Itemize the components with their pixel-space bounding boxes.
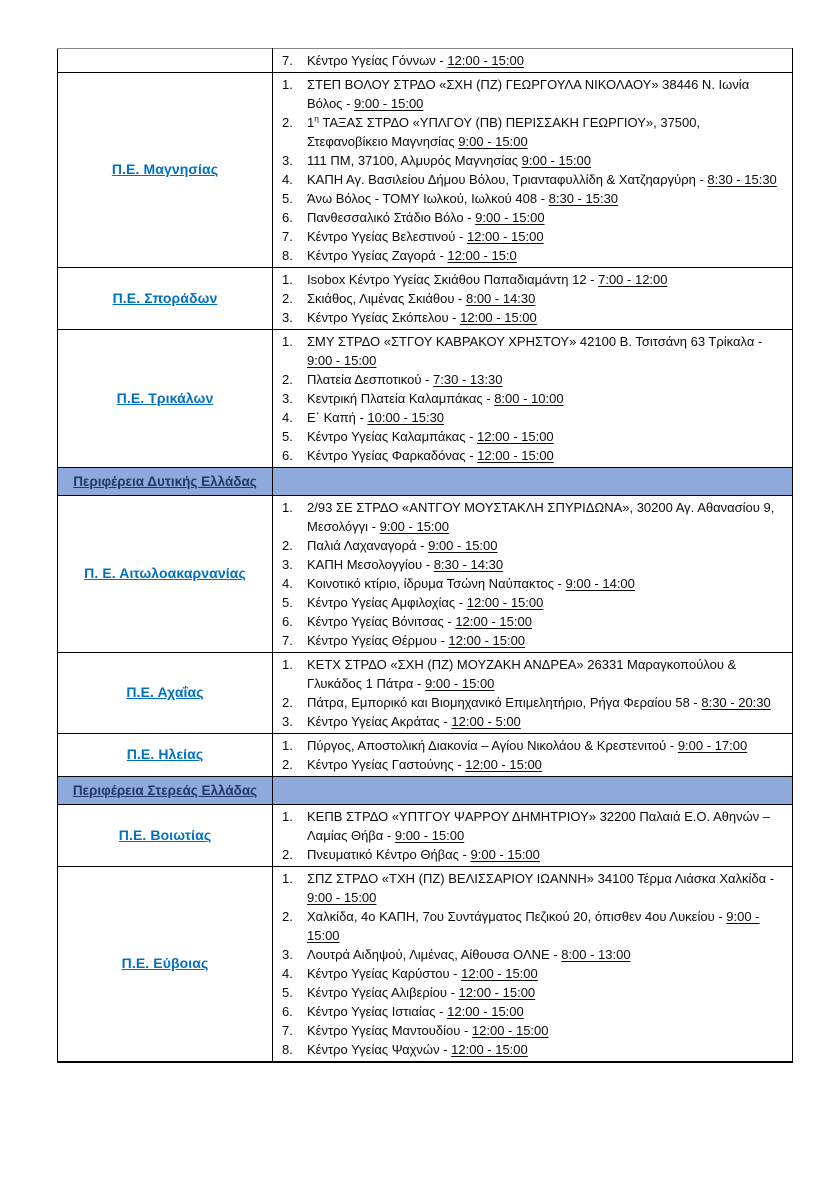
hours-range: 9:00 - 15:00 (470, 847, 540, 862)
hours-range: 8:30 - 15:30 (707, 172, 777, 187)
location-list-item (280, 712, 786, 731)
hours-range: 12:00 - 5:00 (451, 714, 521, 729)
locations-cell (273, 734, 793, 777)
superscript-text: η (314, 113, 319, 124)
list-item-number: 1. (282, 272, 293, 287)
list-item-text (307, 655, 786, 693)
region-link[interactable]: Π.Ε. Ηλείας (126, 746, 204, 762)
location-list-item (280, 655, 786, 693)
region-row (58, 49, 793, 73)
hours-range: 9:00 - 14:00 (565, 576, 635, 591)
list-item-text (307, 1002, 786, 1021)
location-list-item (280, 446, 786, 465)
list-item-text (307, 907, 786, 945)
list-item-number: 3. (282, 310, 293, 325)
locations-cell (273, 330, 793, 468)
list-item-text (307, 270, 786, 289)
location-list-item (280, 983, 786, 1002)
list-item-text (307, 555, 786, 574)
list-item-number: 7. (282, 53, 293, 68)
hours-range: 8:30 - 15:30 (548, 191, 619, 206)
region-row (58, 73, 793, 268)
section-band-spacer (273, 468, 793, 496)
location-list-item (280, 555, 786, 574)
list-item-text (307, 612, 786, 631)
region-cell (58, 496, 273, 653)
location-text: ΚΑΠΗ Αγ. Βασιλείου Δήμου Βόλου, Τριανταφυλλίδη & Χατζηαργύρη - (307, 172, 708, 187)
location-text: ΣΜΥ ΣΤΡΔΟ «ΣΤΓΟΥ ΚΑΒΡΑΚΟΥ ΧΡΗΣΤΟΥ» 42100 Β. Τσιτσάνη 63 Τρίκαλα - (307, 334, 763, 349)
list-item-number: 2. (282, 847, 293, 862)
list-item-number: 1. (282, 77, 293, 92)
list-item-text (307, 370, 786, 389)
section-band-row (58, 468, 793, 496)
list-item-text (307, 170, 786, 189)
location-text: Πάτρα, Εμπορικό και Βιομηχανικό Επιμελητήριο, Ρήγα Φεραίου 58 - (307, 695, 702, 710)
hours-range: 9:00 - 15:00 (379, 519, 449, 534)
locations-cell (273, 867, 793, 1063)
hours-range: 9:00 - 15:00 (475, 210, 545, 225)
schedule-table (57, 48, 793, 1063)
list-item-text (307, 289, 786, 308)
list-item-number: 6. (282, 448, 293, 463)
location-list-item (280, 755, 786, 774)
location-text: Κέντρο Υγείας Αμφιλοχίας - (307, 595, 467, 610)
hours-range: 7:00 - 12:00 (598, 272, 668, 287)
list-item-text (307, 574, 786, 593)
list-item-text (307, 693, 786, 712)
schedule-table-body (58, 49, 793, 1063)
location-list-item (280, 332, 786, 370)
location-text: Λουτρά Αιδηψού, Λιμένας, Αίθουσα ΟΛΝΕ - (307, 947, 562, 962)
region-link[interactable]: Π.Ε. Σποράδων (112, 289, 218, 306)
hours-range: 8:30 - 20:30 (701, 695, 771, 710)
location-text: Χαλκίδα, 4ο ΚΑΠΗ, 7ου Συντάγματος Πεζικού 20, όπισθεν 4ου Λυκείου - (307, 909, 727, 924)
list-item-text (307, 113, 786, 151)
location-list-item (280, 389, 786, 408)
location-list-item (280, 208, 786, 227)
list-item-number: 8. (282, 248, 293, 263)
hours-range: 12:00 - 15:00 (465, 757, 542, 772)
list-item-text (307, 246, 786, 265)
location-text: Κέντρο Υγείας Ιστιαίας - (307, 1004, 448, 1019)
region-link[interactable]: Π.Ε. Τρικάλων (116, 389, 214, 406)
location-text: ΚΑΠΗ Μεσολογγίου - (307, 557, 434, 572)
list-item-number: 1. (282, 871, 293, 886)
region-cell (58, 867, 273, 1063)
location-text: Κέντρο Υγείας Γόννων - (307, 53, 448, 68)
locations-cell (273, 268, 793, 330)
hours-range: 8:30 - 14:30 (433, 557, 504, 572)
list-item-number: 2. (282, 538, 293, 553)
region-row (58, 867, 793, 1063)
list-item-number: 2. (282, 372, 293, 387)
location-list-item (280, 170, 786, 189)
list-item-number: 5. (282, 985, 293, 1000)
location-text: Κεντρική Πλατεία Καλαμπάκας - (307, 391, 495, 406)
list-item-text (307, 964, 786, 983)
list-item-text (307, 755, 786, 774)
location-text: 2/93 ΣΕ ΣΤΡΔΟ «ΑΝΤΓΟΥ ΜΟΥΣΤΑΚΛΗ ΣΠΥΡΙΔΩΝΑ», 30200 Αγ. Αθανασίου 9, Μεσολόγγι - (307, 500, 775, 534)
location-text: ΣΤΕΠ ΒΟΛΟΥ ΣΤΡΔΟ «ΣΧΗ (ΠΖ) ΓΕΩΡΓΟΥΛΑ ΝΙΚΟΛΑΟΥ» 38446 Ν. Ιωνία Βόλος - (307, 77, 750, 111)
hours-range: 12:00 - 15:0 (447, 248, 517, 263)
hours-range: 9:00 - 15:00 (425, 676, 495, 691)
location-list-item (280, 408, 786, 427)
list-item-number: 2. (282, 291, 293, 306)
region-cell (58, 49, 273, 73)
hours-range: 9:00 - 17:00 (677, 738, 748, 753)
hours-range: 8:00 - 10:00 (494, 391, 564, 406)
list-item-number: 2. (282, 695, 293, 710)
region-cell (58, 330, 273, 468)
location-text: Isobox Κέντρο Υγείας Σκιάθου Παπαδιαμάντη 12 - (307, 272, 599, 287)
location-text: Πύργος, Αποστολική Διακονία – Αγίου Νικολάου & Κρεστενιτού - (307, 738, 678, 753)
locations-cell (273, 653, 793, 734)
list-item-text (307, 736, 786, 755)
hours-range: 12:00 - 15:00 (448, 633, 526, 648)
region-link[interactable]: Π.Ε. Εύβοιας (121, 955, 209, 971)
list-item-text (307, 498, 786, 536)
list-item-text (307, 869, 786, 907)
location-text: Ε΄ Καπή - (307, 410, 368, 425)
list-item-number: 3. (282, 391, 293, 406)
location-text: Κέντρο Υγείας Θέρμου - (307, 633, 449, 648)
location-list-item (280, 536, 786, 555)
list-item-text (307, 631, 786, 650)
location-text: Κέντρο Υγείας Φαρκαδόνας - (307, 448, 478, 463)
location-text: Κέντρο Υγείας Ψαχνών - (307, 1042, 452, 1057)
location-text: Πνευματικό Κέντρο Θήβας - (307, 847, 471, 862)
location-text: 1 (307, 115, 315, 130)
region-cell (58, 73, 273, 268)
list-item-text (307, 308, 786, 327)
location-list-item (280, 807, 786, 845)
hours-range: 8:00 - 13:00 (561, 947, 631, 962)
list-item-number: 1. (282, 334, 293, 349)
list-item-number: 2. (282, 909, 293, 924)
region-cell (58, 653, 273, 734)
section-band-label: Περιφέρεια Δυτικής Ελλάδας (58, 468, 273, 496)
hours-range: 7:30 - 13:30 (433, 372, 503, 387)
list-item-text (307, 807, 786, 845)
region-link[interactable]: Π.Ε. Βοιωτίας (118, 826, 212, 843)
location-text: Κέντρο Υγείας Βόνιτσας - (307, 614, 456, 629)
hours-range: 12:00 - 15:00 (477, 448, 554, 463)
list-item-number: 6. (282, 210, 293, 225)
list-item-text (307, 227, 786, 246)
list-item-number: 4. (282, 410, 293, 425)
location-list-item (280, 964, 786, 983)
list-item-number: 3. (282, 557, 293, 572)
list-item-text (307, 593, 786, 612)
list-item-text (307, 208, 786, 227)
list-item-number: 6. (282, 614, 293, 629)
list-item-number: 3. (282, 153, 293, 168)
hours-range: 12:00 - 15:00 (461, 966, 538, 981)
location-list-item (280, 427, 786, 446)
location-list-item (280, 498, 786, 536)
location-list-item (280, 693, 786, 712)
section-band-spacer (273, 777, 793, 805)
location-list-item (280, 1021, 786, 1040)
location-list-item (280, 75, 786, 113)
list-item-number: 4. (282, 576, 293, 591)
list-item-text (307, 51, 786, 70)
location-text: ΚΕΤΧ ΣΤΡΔΟ «ΣΧΗ (ΠΖ) ΜΟΥΖΑΚΗ ΑΝΔΡΕΑ» 26331 Μαραγκοπούλου & Γλυκάδος 1 Πάτρα - (307, 657, 737, 691)
location-text: Κέντρο Υγείας Σκόπελου - (307, 310, 461, 325)
region-row (58, 496, 793, 653)
list-item-number: 5. (282, 595, 293, 610)
location-list-item (280, 113, 786, 151)
list-item-text (307, 151, 786, 170)
location-text: Κέντρο Υγείας Γαστούνης - (307, 757, 466, 772)
location-text: Άνω Βόλος - ΤΟΜΥ Ιωλκού, Ιωλκού 408 - (307, 191, 549, 206)
list-item-text (307, 427, 786, 446)
list-item-number: 3. (282, 947, 293, 962)
location-list-item (280, 289, 786, 308)
list-item-number: 5. (282, 191, 293, 206)
list-item-number: 1. (282, 809, 293, 824)
list-item-text (307, 446, 786, 465)
location-text: ΚΕΠΒ ΣΤΡΔΟ «ΥΠΤΓΟΥ ΨΑΡΡΟΥ ΔΗΜΗΤΡΙΟΥ» 32200 Παλαιά Ε.Ο. Αθηνών – Λαμίας Θήβα - (307, 809, 771, 843)
location-text: Κέντρο Υγείας Καρύστου - (307, 966, 462, 981)
hours-range: 12:00 - 15:00 (471, 1023, 549, 1038)
hours-range: 9:00 - 15:00 (458, 134, 528, 149)
location-text: Κέντρο Υγείας Βελεστινού - (307, 229, 467, 244)
location-list-item (280, 189, 786, 208)
list-item-number: 4. (282, 966, 293, 981)
location-list-item (280, 370, 786, 389)
list-item-text (307, 189, 786, 208)
location-text: ΤΑΞΑΣ ΣΤΡΔΟ «ΥΠΛΓΟΥ (ΠΒ) ΠΕΡΙΣΣΑΚΗ ΓΕΩΡΓΙΟΥ», 37500, Στεφανοβίκειο Μαγνησίας (307, 115, 701, 149)
location-list-item (280, 246, 786, 265)
list-item-text (307, 845, 786, 864)
list-item-text (307, 389, 786, 408)
region-cell (58, 268, 273, 330)
list-item-number: 7. (282, 1023, 293, 1038)
hours-range: 9:00 - 15:00 (307, 890, 377, 905)
location-text: ΣΠΖ ΣΤΡΔΟ «ΤΧΗ (ΠΖ) ΒΕΛΙΣΣΑΡΙΟΥ ΙΩΑΝΝΗ» 34100 Τέρμα Λιάσκα Χαλκίδα - (307, 871, 775, 886)
location-list-item (280, 1002, 786, 1021)
location-list-item (280, 51, 786, 70)
section-band-row (58, 777, 793, 805)
list-item-number: 7. (282, 633, 293, 648)
location-list-item (280, 845, 786, 864)
hours-range: 9:00 - 15:00 (354, 96, 424, 111)
location-list-item (280, 1040, 786, 1059)
location-text: Κέντρο Υγείας Καλαμπάκας - (307, 429, 478, 444)
list-item-number: 1. (282, 500, 293, 515)
region-link[interactable]: Π.Ε. Αχαΐας (126, 684, 204, 700)
list-item-text (307, 408, 786, 427)
list-item-number: 1. (282, 738, 293, 753)
hours-range: 12:00 - 15:00 (460, 310, 537, 325)
hours-range: 8:00 - 14:30 (465, 291, 536, 306)
location-list-item (280, 593, 786, 612)
list-item-number: 1. (282, 657, 293, 672)
region-row (58, 330, 793, 468)
list-item-number: 7. (282, 229, 293, 244)
list-item-number: 8. (282, 1042, 293, 1057)
hours-range: 12:00 - 15:00 (455, 614, 532, 629)
list-item-text (307, 1040, 786, 1059)
location-text: Κέντρο Υγείας Αλιβερίου - (307, 985, 459, 1000)
hours-range: 10:00 - 15:30 (367, 410, 445, 425)
list-item-number: 3. (282, 714, 293, 729)
region-link[interactable]: Π.Ε. Μαγνησίας (111, 161, 219, 177)
hours-range: 12:00 - 15:00 (477, 429, 554, 444)
location-text: Κοινοτικό κτίριο, ίδρυμα Τσώνη Ναύπακτος - (307, 576, 566, 591)
region-row (58, 653, 793, 734)
region-row (58, 268, 793, 330)
list-item-text (307, 983, 786, 1002)
hours-range: 12:00 - 15:00 (451, 1042, 528, 1057)
location-list-item (280, 151, 786, 170)
region-cell (58, 734, 273, 777)
location-list-item (280, 574, 786, 593)
location-text: Σκιάθος, Λιμένας Σκιάθου - (307, 291, 466, 306)
region-row (58, 805, 793, 867)
location-text: Κέντρο Υγείας Μαντουδίου - (307, 1023, 472, 1038)
list-item-text (307, 945, 786, 964)
region-link[interactable]: Π. Ε. Αιτωλοακαρνανίας (84, 565, 246, 581)
location-text: Κέντρο Υγείας Ζαγορά - (307, 248, 448, 263)
locations-cell (273, 73, 793, 268)
hours-range: 12:00 - 15:00 (466, 229, 544, 244)
list-item-text (307, 75, 786, 113)
location-list-item (280, 907, 786, 945)
hours-range: 9:00 - 15:00 (307, 353, 377, 368)
location-text: 111 ΠΜ, 37100, Αλμυρός Μαγνησίας (307, 153, 522, 168)
hours-range: 9:00 - 15:00 (307, 909, 760, 943)
location-list-item (280, 736, 786, 755)
locations-cell (273, 496, 793, 653)
list-item-number: 2. (282, 115, 293, 130)
location-list-item (280, 631, 786, 650)
location-list-item (280, 308, 786, 327)
region-cell (58, 805, 273, 867)
hours-range: 12:00 - 15:00 (458, 985, 536, 1000)
locations-cell (273, 49, 793, 73)
list-item-text (307, 1021, 786, 1040)
list-item-text (307, 712, 786, 731)
hours-range: 9:00 - 15:00 (521, 153, 592, 168)
list-item-text (307, 536, 786, 555)
location-text: Πανθεσσαλικό Στάδιο Βόλο - (307, 210, 476, 225)
location-list-item (280, 869, 786, 907)
section-band-label: Περιφέρεια Στερεάς Ελλάδας (58, 777, 273, 805)
location-text: Κέντρο Υγείας Ακράτας - (307, 714, 452, 729)
list-item-number: 6. (282, 1004, 293, 1019)
hours-range: 9:00 - 15:00 (428, 538, 498, 553)
location-text: Παλιά Λαχαναγορά - (307, 538, 429, 553)
hours-range: 9:00 - 15:00 (394, 828, 465, 843)
region-row (58, 734, 793, 777)
hours-range: 12:00 - 15:00 (447, 53, 524, 68)
location-list-item (280, 945, 786, 964)
location-list-item (280, 270, 786, 289)
location-text: Πλατεία Δεσποτικού - (307, 372, 434, 387)
list-item-text (307, 332, 786, 370)
locations-cell (273, 805, 793, 867)
location-list-item (280, 612, 786, 631)
hours-range: 12:00 - 15:00 (447, 1004, 524, 1019)
location-list-item (280, 227, 786, 246)
list-item-number: 2. (282, 757, 293, 772)
hours-range: 12:00 - 15:00 (466, 595, 544, 610)
list-item-number: 4. (282, 172, 293, 187)
list-item-number: 5. (282, 429, 293, 444)
